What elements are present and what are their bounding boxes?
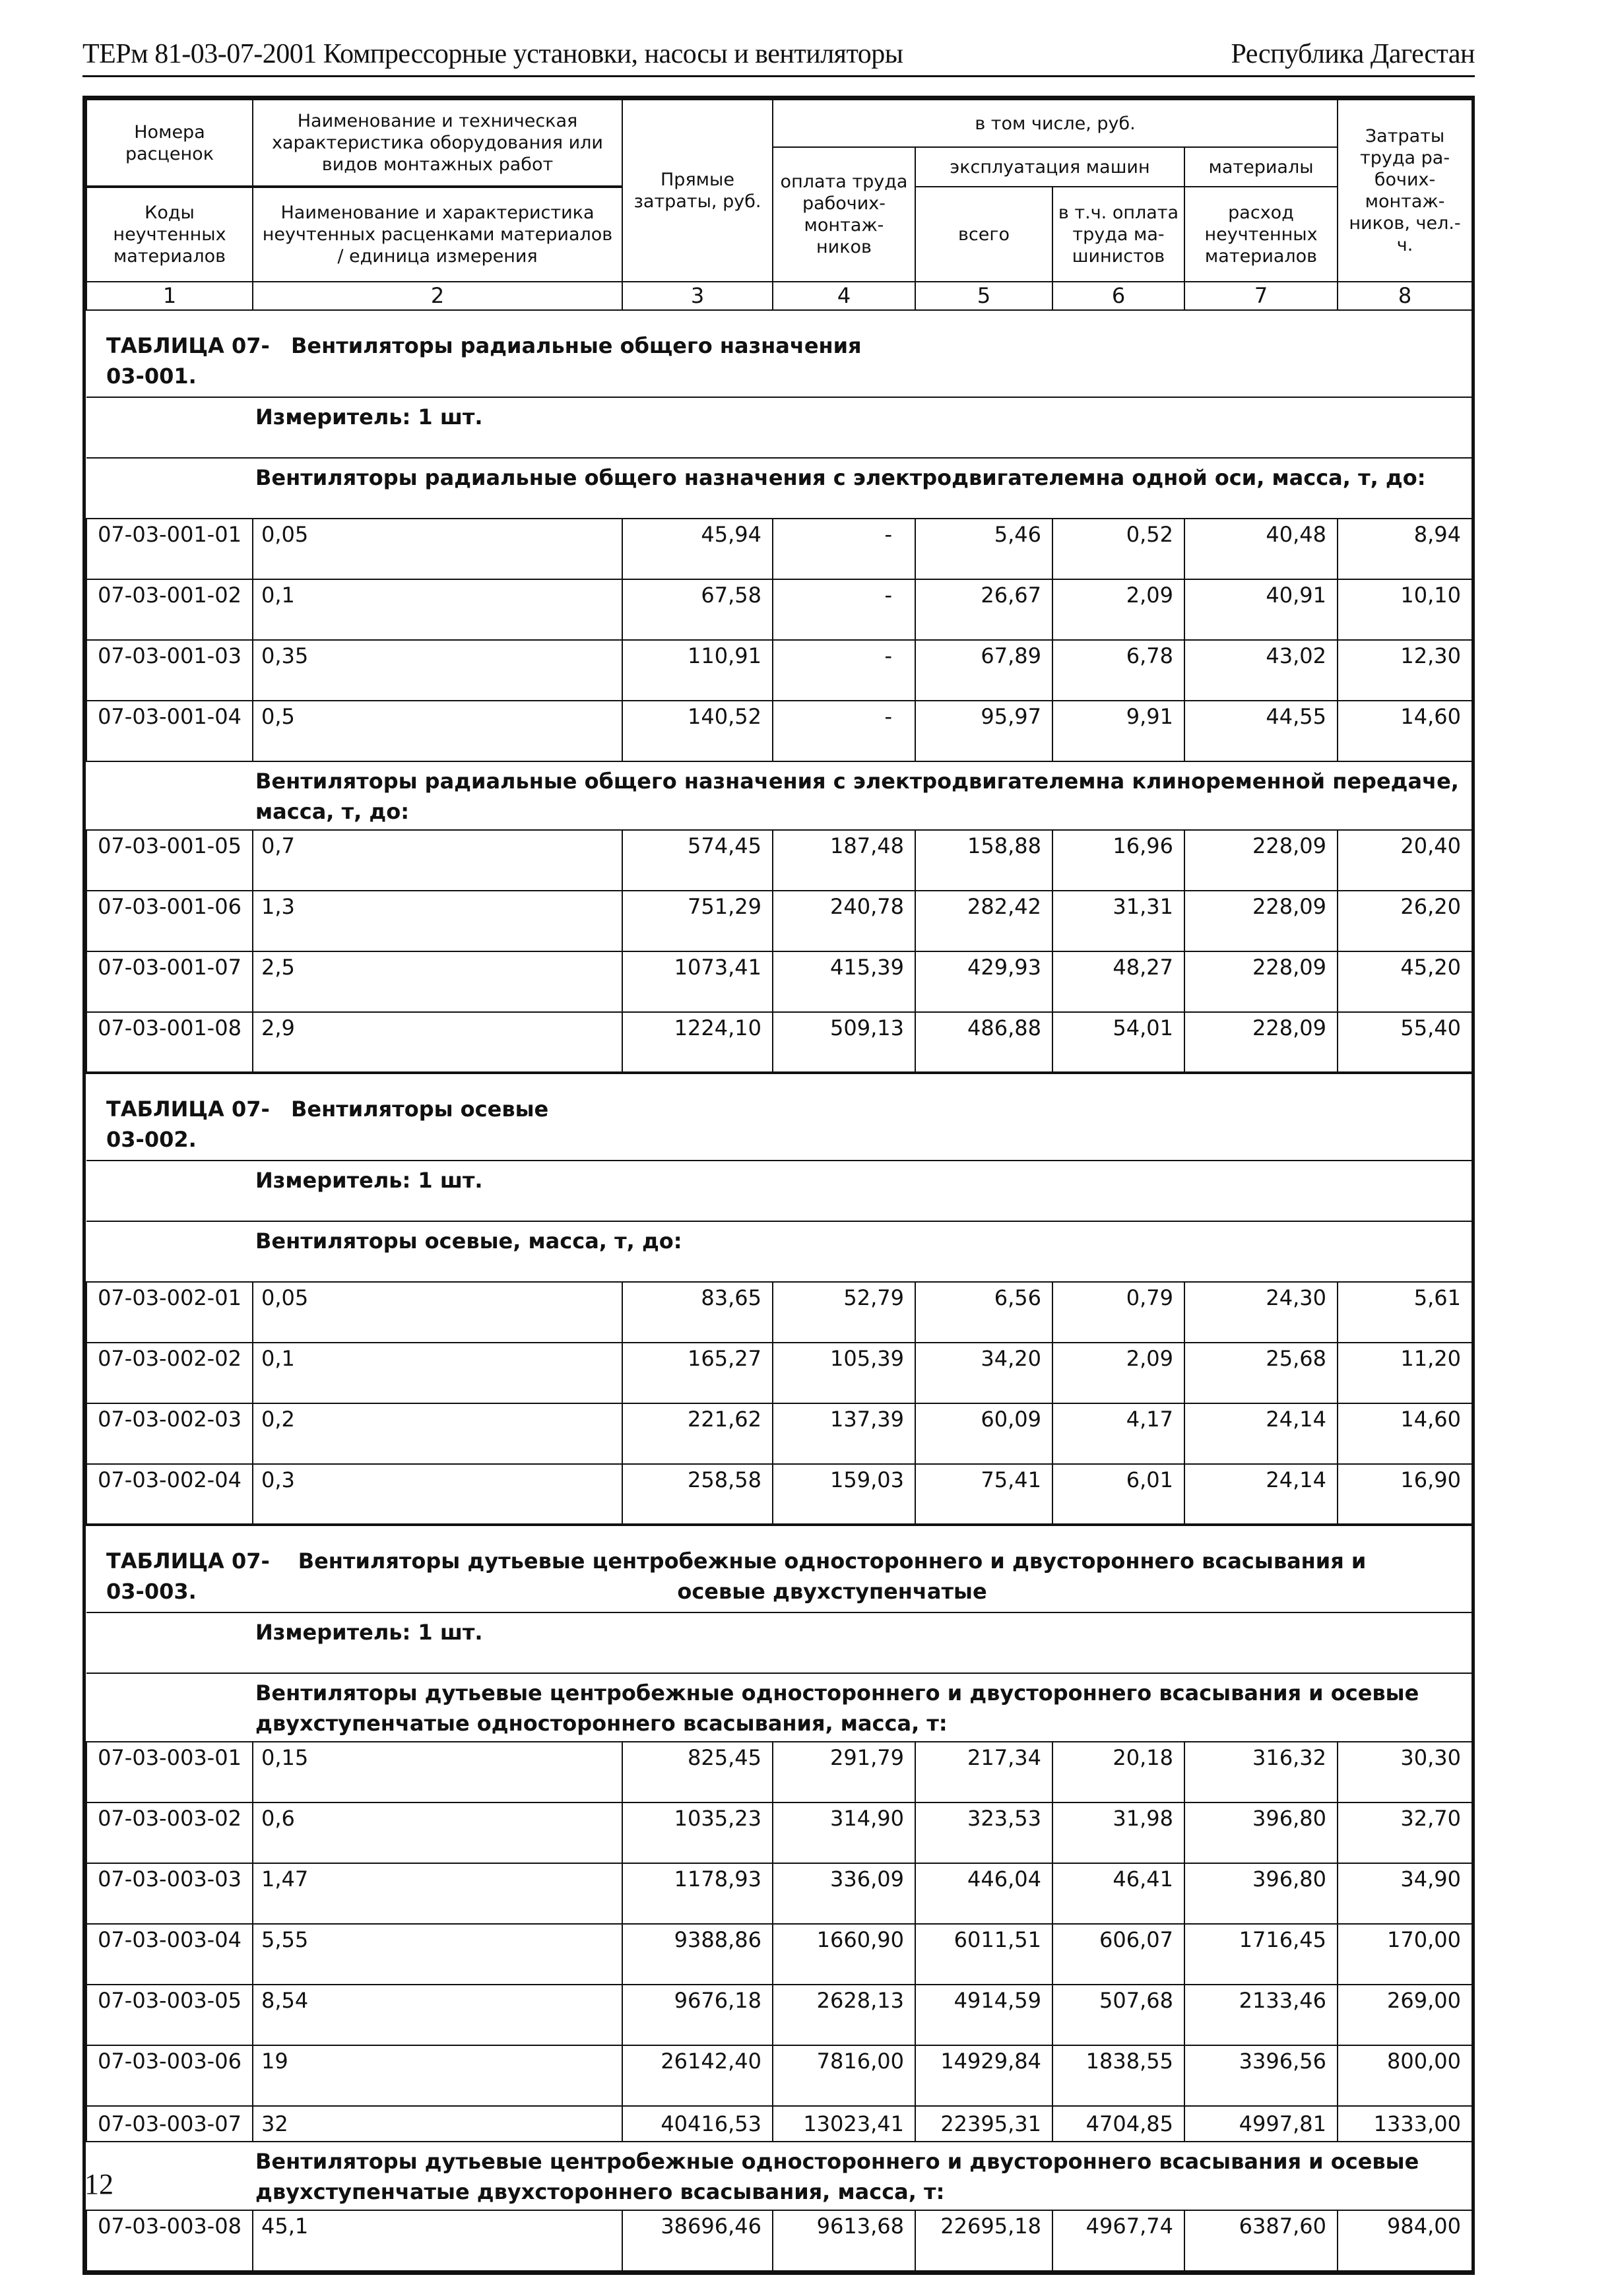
rate-mass: 0,5 (253, 701, 622, 761)
rate-mass: 0,15 (253, 1742, 622, 1802)
table-row (86, 1343, 1472, 1403)
rate-mass: 1,3 (253, 891, 622, 951)
value-c3: 1178,93 (622, 1863, 773, 1924)
rate-mass: 0,35 (253, 640, 622, 701)
running-head (82, 38, 1475, 77)
rate-mass: 19 (253, 2045, 622, 2106)
col-number: 6 (1052, 282, 1184, 310)
section-title: Вентиляторы дутьевые центробежные одностороннего и двустороннего всасывания и осевые двухступенчатые двухстороннего всасывания, масса, т: (86, 2142, 1472, 2210)
value-c6: 9,91 (1052, 701, 1184, 761)
table-title: Вентиляторы осевые (291, 1097, 549, 1122)
value-c7: 6387,60 (1184, 2210, 1338, 2271)
value-c3: 751,29 (622, 891, 773, 951)
value-c3: 110,91 (622, 640, 773, 701)
value-c6: 0,79 (1052, 1282, 1184, 1343)
value-c5: 75,41 (915, 1464, 1052, 1525)
table-row (86, 1403, 1472, 1464)
section-heading (86, 1221, 1472, 1282)
value-c8: 45,20 (1338, 951, 1472, 1012)
rate-code: 07-03-002-03 (86, 1403, 253, 1464)
rate-code: 07-03-003-04 (86, 1924, 253, 1985)
value-c5: 446,04 (915, 1863, 1052, 1924)
rate-code: 07-03-003-06 (86, 2045, 253, 2106)
rate-code: 07-03-001-01 (86, 519, 253, 579)
rate-mass: 8,54 (253, 1985, 622, 2045)
value-c7: 228,09 (1184, 951, 1338, 1012)
col-number: 3 (622, 282, 773, 310)
value-c6: 4967,74 (1052, 2210, 1184, 2271)
value-c8: 984,00 (1338, 2210, 1472, 2271)
value-c5: 26,67 (915, 579, 1052, 640)
col-header-operator-pay: в т.ч. оплата труда ма-шинистов (1052, 187, 1184, 282)
table-row (86, 579, 1472, 640)
table-row (86, 1012, 1472, 1073)
col-header-materials: материалы (1184, 147, 1338, 187)
value-c7: 24,14 (1184, 1403, 1338, 1464)
col-header-name-top: Наименование и техническая характеристика оборудования или видов монтажных работ (253, 100, 622, 187)
value-c6: 6,01 (1052, 1464, 1184, 1525)
table-row (86, 701, 1472, 761)
value-c4: 13023,41 (773, 2106, 915, 2142)
value-c8: 269,00 (1338, 1985, 1472, 2045)
rate-code: 07-03-003-08 (86, 2210, 253, 2271)
section-heading (86, 2142, 1472, 2210)
value-c7: 396,80 (1184, 1802, 1338, 1863)
page-number: 12 (84, 2168, 113, 2200)
section-title: Вентиляторы радиальные общего назначения с электродвигателемна одной оси, масса, т, до: (86, 458, 1472, 519)
value-c7: 25,68 (1184, 1343, 1338, 1403)
value-c3: 825,45 (622, 1742, 773, 1802)
value-c4: 314,90 (773, 1802, 915, 1863)
value-c6: 2,09 (1052, 579, 1184, 640)
table-row (86, 1282, 1472, 1343)
table-meter-row (86, 1612, 1472, 1673)
rate-mass: 32 (253, 2106, 622, 2142)
value-c5: 22395,31 (915, 2106, 1052, 2142)
table-row (86, 2210, 1472, 2271)
col-number: 8 (1338, 282, 1472, 310)
value-c5: 5,46 (915, 519, 1052, 579)
rate-code: 07-03-001-05 (86, 830, 253, 891)
value-c5: 60,09 (915, 1403, 1052, 1464)
rate-mass: 0,1 (253, 579, 622, 640)
value-c8: 10,10 (1338, 579, 1472, 640)
table-row (86, 519, 1472, 579)
value-c6: 507,68 (1052, 1985, 1184, 2045)
value-c7: 228,09 (1184, 1012, 1338, 1073)
value-c3: 26142,40 (622, 2045, 773, 2106)
table-meter-row (86, 1161, 1472, 1221)
value-c5: 67,89 (915, 640, 1052, 701)
value-c8: 14,60 (1338, 701, 1472, 761)
value-c8: 14,60 (1338, 1403, 1472, 1464)
value-c7: 2133,46 (1184, 1985, 1338, 2045)
value-c4: 1660,90 (773, 1924, 915, 1985)
value-c4: - (773, 519, 915, 579)
section-title: Вентиляторы осевые, масса, т, до: (86, 1221, 1472, 1282)
value-c5: 22695,18 (915, 2210, 1052, 2271)
col-header-materials-use: расход неучтенных материалов (1184, 187, 1338, 282)
column-header (86, 99, 1473, 311)
col-number: 5 (915, 282, 1052, 310)
value-c4: 415,39 (773, 951, 915, 1012)
value-c8: 26,20 (1338, 891, 1472, 951)
value-c8: 800,00 (1338, 2045, 1472, 2106)
value-c7: 43,02 (1184, 640, 1338, 701)
value-c5: 6,56 (915, 1282, 1052, 1343)
region-name: Республика Дагестан (1231, 39, 1475, 69)
value-c3: 1035,23 (622, 1802, 773, 1863)
value-c6: 4,17 (1052, 1403, 1184, 1464)
value-c8: 16,90 (1338, 1464, 1472, 1525)
value-c7: 40,91 (1184, 579, 1338, 640)
col-header-codes-bottom: Коды неучтенных материалов (86, 187, 253, 282)
value-c4: 52,79 (773, 1282, 915, 1343)
value-c8: 32,70 (1338, 1802, 1472, 1863)
table-row (86, 1464, 1472, 1525)
value-c7: 228,09 (1184, 891, 1338, 951)
value-c7: 396,80 (1184, 1863, 1338, 1924)
rate-code: 07-03-001-06 (86, 891, 253, 951)
section-title: Вентиляторы радиальные общего назначения с электродвигателемна клиноременной передаче, масса, т, до: (86, 761, 1472, 830)
value-c4: 7816,00 (773, 2045, 915, 2106)
value-c6: 20,18 (1052, 1742, 1184, 1802)
table-row (86, 891, 1472, 951)
value-c4: 240,78 (773, 891, 915, 951)
value-c3: 1224,10 (622, 1012, 773, 1073)
value-c7: 24,14 (1184, 1464, 1338, 1525)
value-c7: 40,48 (1184, 519, 1338, 579)
value-c8: 8,94 (1338, 519, 1472, 579)
rate-mass: 0,6 (253, 1802, 622, 1863)
table-row (86, 1802, 1472, 1863)
section-heading (86, 1673, 1472, 1742)
value-c6: 4704,85 (1052, 2106, 1184, 2142)
value-c6: 48,27 (1052, 951, 1184, 1012)
value-c7: 228,09 (1184, 830, 1338, 891)
table-heading (86, 311, 1472, 397)
value-c5: 14929,84 (915, 2045, 1052, 2106)
table-number: ТАБЛИЦА 07-03-001. (106, 333, 270, 389)
value-c8: 30,30 (1338, 1742, 1472, 1802)
value-c3: 9676,18 (622, 1985, 773, 2045)
col-header-machines: эксплуатация машин (915, 147, 1184, 187)
table-row (86, 1863, 1472, 1924)
value-c5: 323,53 (915, 1802, 1052, 1863)
table-row (86, 1924, 1472, 1985)
value-c4: 105,39 (773, 1343, 915, 1403)
rate-code: 07-03-001-07 (86, 951, 253, 1012)
value-c5: 217,34 (915, 1742, 1052, 1802)
value-c4: 2628,13 (773, 1985, 915, 2045)
rate-code: 07-03-001-08 (86, 1012, 253, 1073)
value-c7: 4997,81 (1184, 2106, 1338, 2142)
value-c3: 574,45 (622, 830, 773, 891)
col-number: 1 (86, 282, 253, 310)
col-header-direct-costs: Прямые затраты, руб. (622, 100, 773, 282)
value-c3: 40416,53 (622, 2106, 773, 2142)
unit-of-measure: Измеритель: 1 шт. (86, 1612, 1472, 1673)
col-number: 2 (253, 282, 622, 310)
col-header-name-bottom: Наименование и характеристика неучтенных расценками материалов / единица измерения (253, 187, 622, 282)
rate-code: 07-03-003-01 (86, 1742, 253, 1802)
value-c8: 5,61 (1338, 1282, 1472, 1343)
col-header-including: в том числе, руб. (773, 100, 1338, 147)
value-c5: 158,88 (915, 830, 1052, 891)
table-row (86, 830, 1472, 891)
rate-code: 07-03-002-02 (86, 1343, 253, 1403)
value-c6: 31,98 (1052, 1802, 1184, 1863)
col-header-labour-hours: Затраты труда ра-бочих-монтаж-ников, чел.-ч. (1338, 100, 1472, 282)
rate-mass: 0,7 (253, 830, 622, 891)
value-c3: 1073,41 (622, 951, 773, 1012)
value-c6: 6,78 (1052, 640, 1184, 701)
rates-table (86, 311, 1473, 2272)
table-row (86, 1742, 1472, 1802)
value-c5: 429,93 (915, 951, 1052, 1012)
value-c6: 606,07 (1052, 1924, 1184, 1985)
value-c4: - (773, 640, 915, 701)
value-c3: 258,58 (622, 1464, 773, 1525)
rate-code: 07-03-003-07 (86, 2106, 253, 2142)
rate-mass: 0,05 (253, 1282, 622, 1343)
value-c8: 55,40 (1338, 1012, 1472, 1073)
value-c8: 34,90 (1338, 1863, 1472, 1924)
table-number: ТАБЛИЦА 07-03-003. (106, 1548, 270, 1604)
table-row (86, 640, 1472, 701)
rate-code: 07-03-003-02 (86, 1802, 253, 1863)
value-c4: 187,48 (773, 830, 915, 891)
table-row (86, 1985, 1472, 2045)
value-c5: 486,88 (915, 1012, 1052, 1073)
rate-code: 07-03-002-04 (86, 1464, 253, 1525)
rate-mass: 2,5 (253, 951, 622, 1012)
value-c3: 67,58 (622, 579, 773, 640)
value-c8: 11,20 (1338, 1343, 1472, 1403)
rate-code: 07-03-001-02 (86, 579, 253, 640)
value-c6: 31,31 (1052, 891, 1184, 951)
value-c8: 20,40 (1338, 830, 1472, 891)
rate-mass: 0,05 (253, 519, 622, 579)
value-c6: 16,96 (1052, 830, 1184, 891)
value-c4: - (773, 579, 915, 640)
section-title: Вентиляторы дутьевые центробежные одностороннего и двустороннего всасывания и осевые двухступенчатые одностороннего всасывания, масса, т: (86, 1673, 1472, 1742)
table-heading (86, 1073, 1472, 1161)
value-c4: - (773, 701, 915, 761)
col-header-machines-total: всего (915, 187, 1052, 282)
value-c3: 140,52 (622, 701, 773, 761)
value-c3: 83,65 (622, 1282, 773, 1343)
rate-code: 07-03-001-03 (86, 640, 253, 701)
value-c3: 45,94 (622, 519, 773, 579)
column-numbers (86, 282, 1472, 310)
rate-mass: 2,9 (253, 1012, 622, 1073)
value-c8: 12,30 (1338, 640, 1472, 701)
document-title: ТЕРм 81-03-07-2001 Компрессорные установки, насосы и вентиляторы (82, 39, 903, 69)
rate-mass: 45,1 (253, 2210, 622, 2271)
value-c4: 336,09 (773, 1863, 915, 1924)
table-heading (86, 1525, 1472, 1612)
rate-mass: 5,55 (253, 1924, 622, 1985)
value-c4: 137,39 (773, 1403, 915, 1464)
section-heading (86, 458, 1472, 519)
value-c3: 221,62 (622, 1403, 773, 1464)
value-c3: 38696,46 (622, 2210, 773, 2271)
table-row (86, 2045, 1472, 2106)
table-row (86, 951, 1472, 1012)
value-c3: 9388,86 (622, 1924, 773, 1985)
rates-sheet (82, 96, 1475, 2275)
table-meter-row (86, 397, 1472, 458)
value-c7: 1716,45 (1184, 1924, 1338, 1985)
value-c5: 6011,51 (915, 1924, 1052, 1985)
value-c8: 170,00 (1338, 1924, 1472, 1985)
table-number: ТАБЛИЦА 07-03-002. (106, 1097, 270, 1152)
col-number: 7 (1184, 282, 1338, 310)
rate-mass: 1,47 (253, 1863, 622, 1924)
rate-mass: 0,3 (253, 1464, 622, 1525)
value-c5: 95,97 (915, 701, 1052, 761)
rate-code: 07-03-003-03 (86, 1863, 253, 1924)
unit-of-measure: Измеритель: 1 шт. (86, 1161, 1472, 1221)
value-c3: 165,27 (622, 1343, 773, 1403)
value-c5: 34,20 (915, 1343, 1052, 1403)
rate-mass: 0,1 (253, 1343, 622, 1403)
rate-mass: 0,2 (253, 1403, 622, 1464)
rate-code: 07-03-003-05 (86, 1985, 253, 2045)
value-c7: 3396,56 (1184, 2045, 1338, 2106)
col-header-worker-pay: оплата труда рабочих-монтаж-ников (773, 147, 915, 282)
col-header-codes-top: Номера расценок (86, 100, 253, 187)
section-heading (86, 761, 1472, 830)
table-title: Вентиляторы дутьевые центробежные одностороннего и двустороннего всасывания и осевые двухступенчатые (298, 1548, 1367, 1604)
value-c7: 24,30 (1184, 1282, 1338, 1343)
value-c6: 2,09 (1052, 1343, 1184, 1403)
value-c4: 9613,68 (773, 2210, 915, 2271)
rate-code: 07-03-001-04 (86, 701, 253, 761)
value-c5: 4914,59 (915, 1985, 1052, 2045)
value-c4: 509,13 (773, 1012, 915, 1073)
table-row (86, 2106, 1472, 2142)
value-c6: 0,52 (1052, 519, 1184, 579)
value-c6: 1838,55 (1052, 2045, 1184, 2106)
value-c4: 159,03 (773, 1464, 915, 1525)
value-c5: 282,42 (915, 891, 1052, 951)
col-number: 4 (773, 282, 915, 310)
unit-of-measure: Измеритель: 1 шт. (86, 397, 1472, 458)
value-c8: 1333,00 (1338, 2106, 1472, 2142)
rate-code: 07-03-002-01 (86, 1282, 253, 1343)
value-c6: 46,41 (1052, 1863, 1184, 1924)
value-c6: 54,01 (1052, 1012, 1184, 1073)
value-c7: 316,32 (1184, 1742, 1338, 1802)
value-c7: 44,55 (1184, 701, 1338, 761)
value-c4: 291,79 (773, 1742, 915, 1802)
table-title: Вентиляторы радиальные общего назначения (291, 333, 862, 358)
